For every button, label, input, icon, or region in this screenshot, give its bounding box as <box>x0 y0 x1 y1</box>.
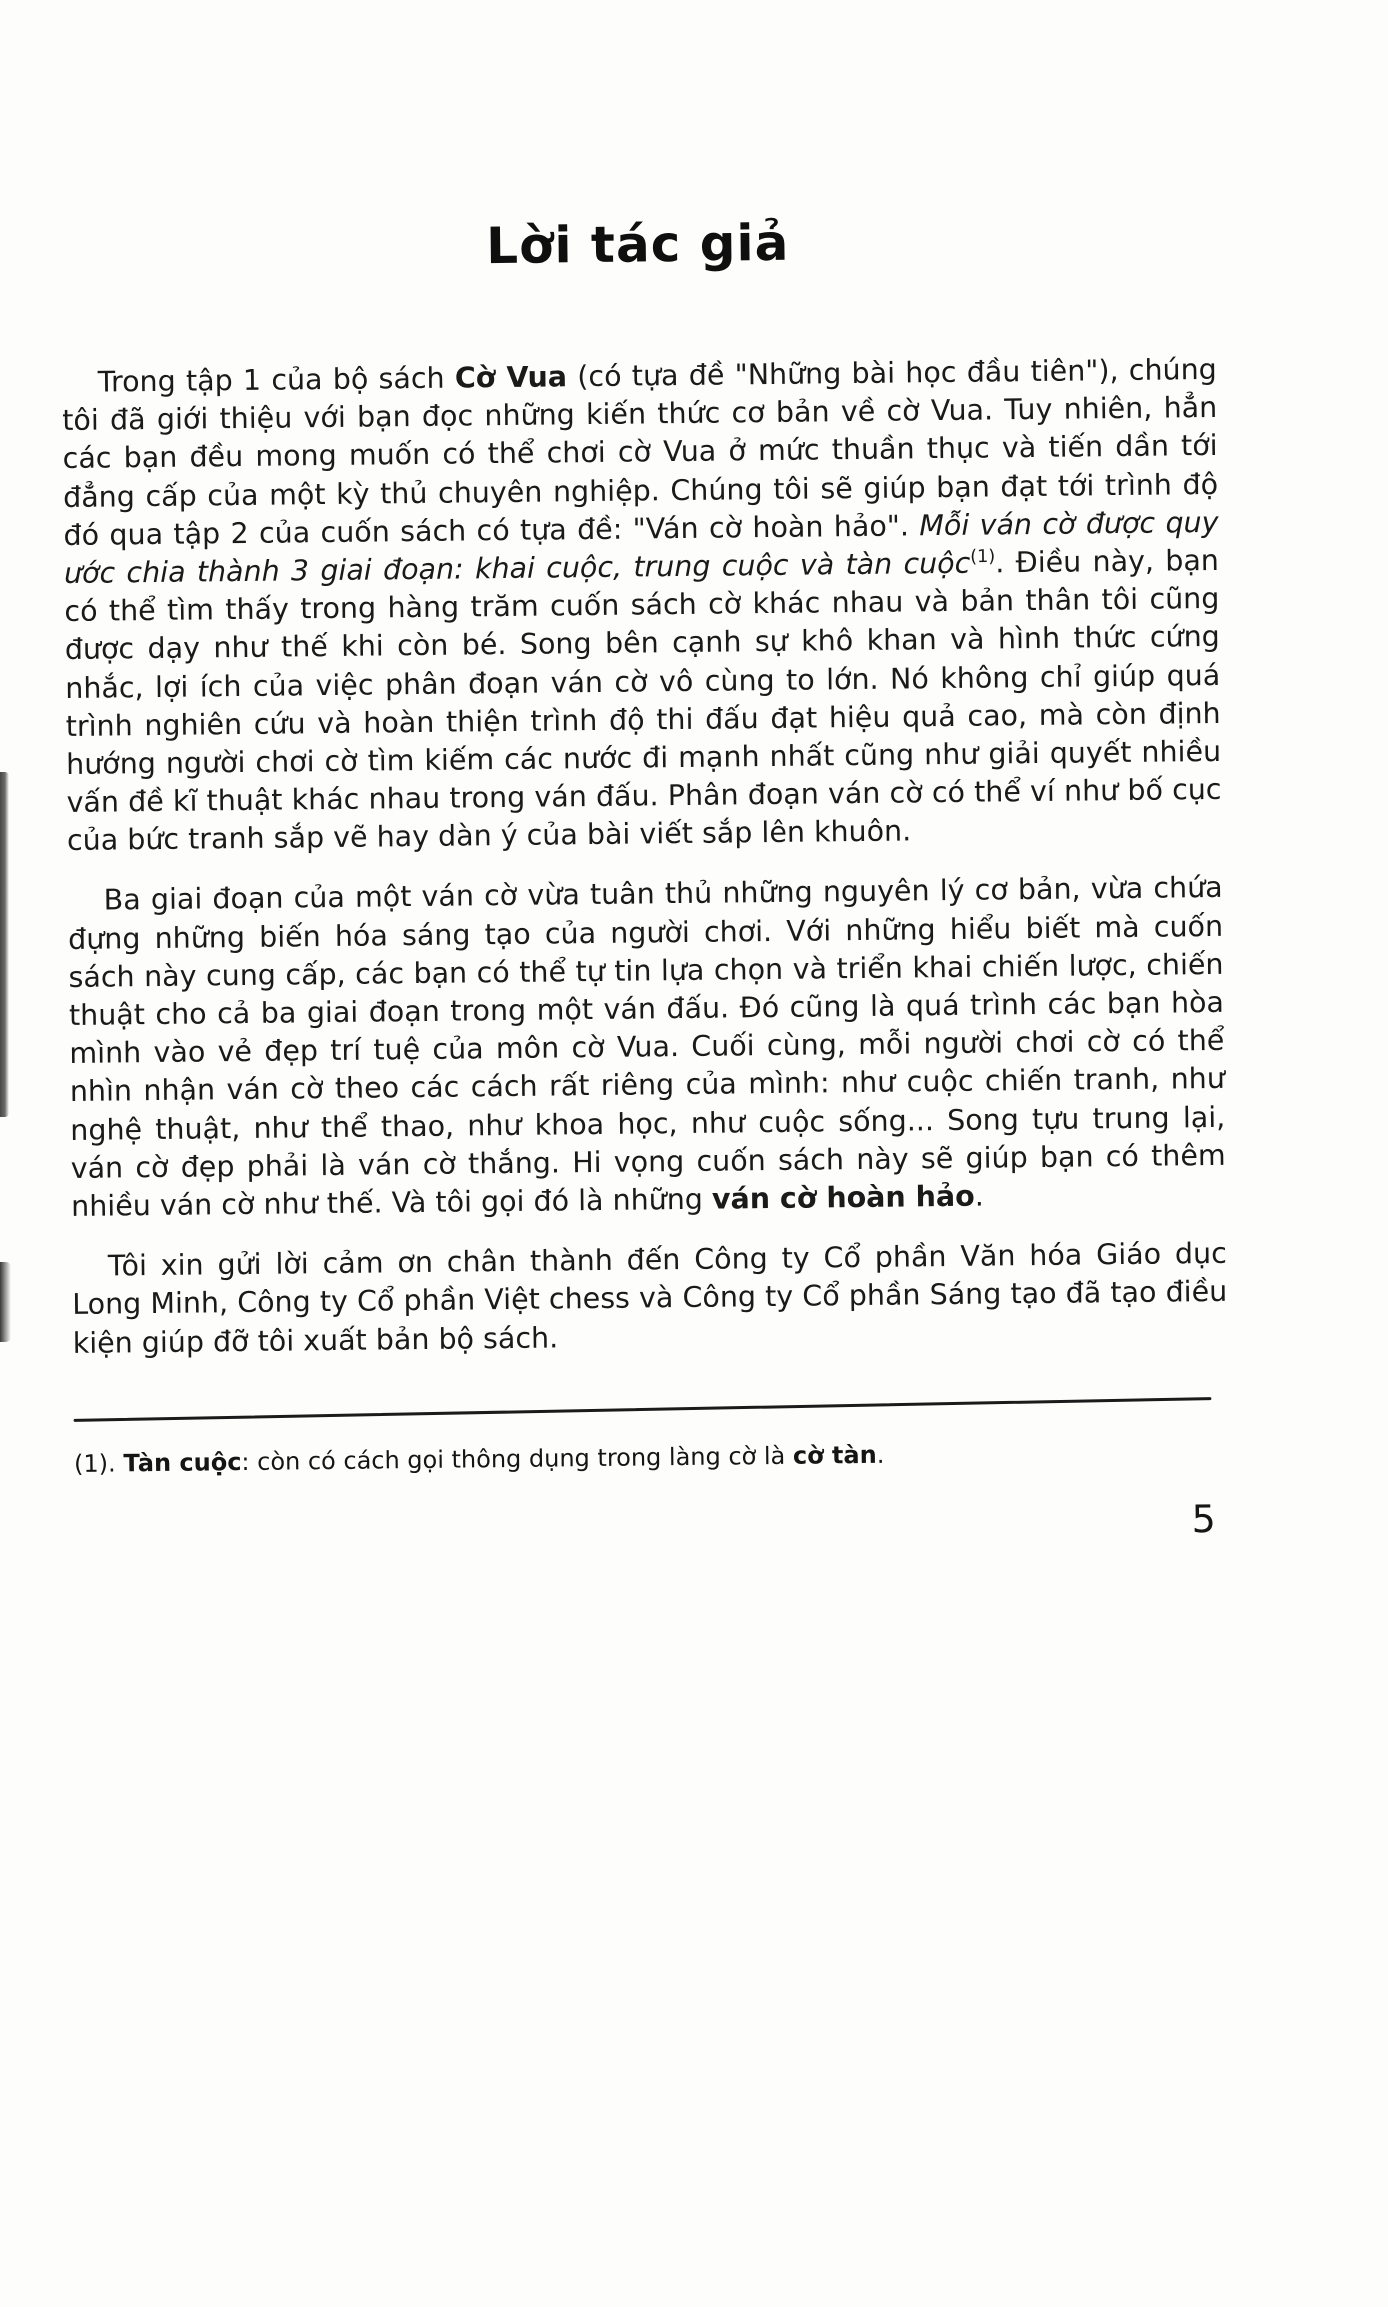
text-segment: Cờ Vua <box>454 360 568 395</box>
text-segment: (1). <box>73 1449 124 1478</box>
body-paragraphs <box>62 351 1228 1363</box>
text-segment: Mỗi ván cờ được quy ước chia thành 3 giai đoạn: khai cuộc, trung cuộc và tàn cuộc <box>63 505 1219 590</box>
text-segment: cờ tàn <box>792 1440 877 1470</box>
page-title: Lời tác giả <box>485 213 790 276</box>
text-segment: Ba giai đoạn của một ván cờ vừa tuân thủ những nguyên lý cơ bản, vừa chứa đựng những biến hóa sáng tạo của người chơi. Với những hiểu biết mà cuốn sách này cung cấp, các bạn có thể tự tin lựa chọn và triển khai chiến lược, chiến thuật cho cả ba giai đoạn trong một ván đấu. Đó cũng là quá trình các bạn hòa mình vào vẻ đẹp trí tuệ của môn cờ Vua. Cuối cùng, mỗi người chơi cờ có thể nhìn nhận ván cờ theo các cách rất riêng của mình: như cuộc chiến tranh, như nghệ thuật, như thể thao, như khoa học, như cuộc sống... Song tựu trung lại, ván cờ đẹp phải là ván cờ thắng. Hi vọng cuốn sách này sẽ giúp bạn có thêm nhiều ván cờ như thế. Và tôi gọi đó là những <box>67 871 1226 1223</box>
paragraph <box>67 869 1226 1226</box>
text-segment: Tôi xin gửi lời cảm ơn chân thành đến Công ty Cổ phần Văn hóa Giáo dục Long Minh, Công ty Cổ phần Việt chess và Công ty Cổ phần Sáng tạo đã tạo điều kiện giúp đỡ tôi xuất bản bộ sách. <box>72 1236 1228 1360</box>
paragraph <box>72 1235 1228 1363</box>
paragraph <box>62 351 1223 861</box>
footnote-text <box>74 1435 1229 1480</box>
text-segment: . <box>876 1440 885 1469</box>
footnote-divider <box>74 1397 1212 1422</box>
page-content <box>60 209 1230 1554</box>
text-segment: . Điều này, bạn có thể tìm thấy trong hàng trăm cuốn sách cờ khác nhau và bản thân tôi cũng được dạy như thế khi còn bé. Song bên cạnh sự khô khan và hình thức cứng nhắc, lợi ích của việc phân đoạn ván cờ vô cùng to lớn. Nó không chỉ giúp quá trình nghiên cứu và hoàn thiện trình độ thi đấu đạt hiệu quả cao, mà còn định hướng người chơi cờ tìm kiếm các nước đi mạnh nhất cũng như giải quyết nhiều vấn đề kĩ thuật khác nhau trong ván đấu. Phân đoạn ván cờ có thể ví như bố cục của bức tranh sắp vẽ hay dàn ý của bài viết sắp lên khuôn. <box>64 543 1222 858</box>
text-segment: : còn có cách gọi thông dụng trong làng cờ là <box>241 1441 794 1476</box>
text-segment: . <box>974 1179 984 1213</box>
page-number: 5 <box>1191 1497 1217 1542</box>
scan-artifact-left-strip <box>0 772 9 1117</box>
text-segment: Trong tập 1 của bộ sách <box>97 361 456 399</box>
text-segment: (có tựa đề "Những bài học đầu tiên"), chúng tôi đã giới thiệu với bạn đọc những kiến thức cơ bản về cờ Vua. Tuy nhiên, hẳn các bạn đều mong muốn có thể chơi cờ Vua ở mức thuần thục và tiến dần tới đẳng cấp của một kỳ thủ chuyên nghiệp. Chúng tôi sẽ giúp bạn đạt tới trình độ đó qua tập 2 của cuốn sách có tựa đề: "Ván cờ hoàn hảo". <box>62 352 1219 552</box>
scan-artifact-left-strip <box>0 1262 11 1342</box>
text-segment: Tàn cuộc <box>123 1447 242 1478</box>
text-segment: (1) <box>970 546 996 568</box>
text-segment: ván cờ hoàn hảo <box>711 1179 975 1216</box>
